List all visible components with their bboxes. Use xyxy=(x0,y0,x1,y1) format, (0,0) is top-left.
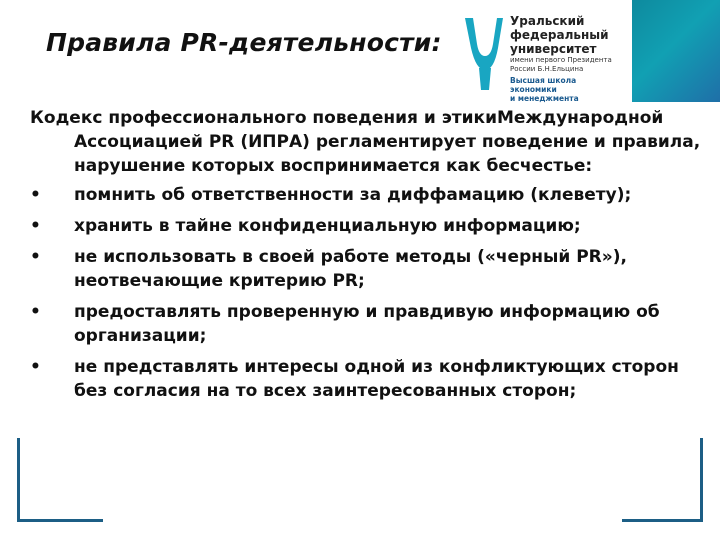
bullet-icon: • xyxy=(30,357,41,377)
intro-paragraph: Кодекс профессионального поведения и этикиМеждународной Ассоциацией PR (ИПРА) регламентирует поведение и правила, нарушение которых воспринимается как бесчестье: xyxy=(30,108,701,176)
slide-title: Правила PR-деятельности: xyxy=(46,28,442,57)
header-accent-bar xyxy=(632,0,720,102)
university-logo xyxy=(463,12,620,104)
bullet-icon: • xyxy=(30,216,41,236)
slide-body xyxy=(30,106,705,410)
list-item: • не использовать в своей работе методы («черный PR»), неотвечающие критерию PR; xyxy=(30,247,627,291)
corner-bracket-left-horizontal xyxy=(17,519,103,522)
logo-name: Уральский федеральный университет xyxy=(510,14,609,56)
corner-bracket-left-vertical xyxy=(17,438,20,522)
list-item: • хранить в тайне конфиденциальную информацию; xyxy=(30,216,581,236)
bullet-icon: • xyxy=(30,247,41,267)
list-item: • не представлять интересы одной из конфликтующих сторон без согласия на то всех заинтересованных сторон; xyxy=(30,357,679,401)
ural-university-emblem-icon xyxy=(463,12,505,92)
corner-bracket-right-vertical xyxy=(700,438,703,522)
bullet-icon: • xyxy=(30,185,41,205)
list-item: • помнить об ответственности за диффамацию (клевету); xyxy=(30,185,632,205)
corner-bracket-right-horizontal xyxy=(622,519,703,522)
logo-subtitle: имени первого Президента России Б.Н.Ельцина xyxy=(510,56,612,73)
list-item: • предоставлять проверенную и правдивую информацию об организации; xyxy=(30,302,660,346)
logo-school-name: Высшая школа экономики и менеджмента xyxy=(510,76,579,103)
rules-list xyxy=(30,183,705,403)
bullet-icon: • xyxy=(30,302,41,322)
